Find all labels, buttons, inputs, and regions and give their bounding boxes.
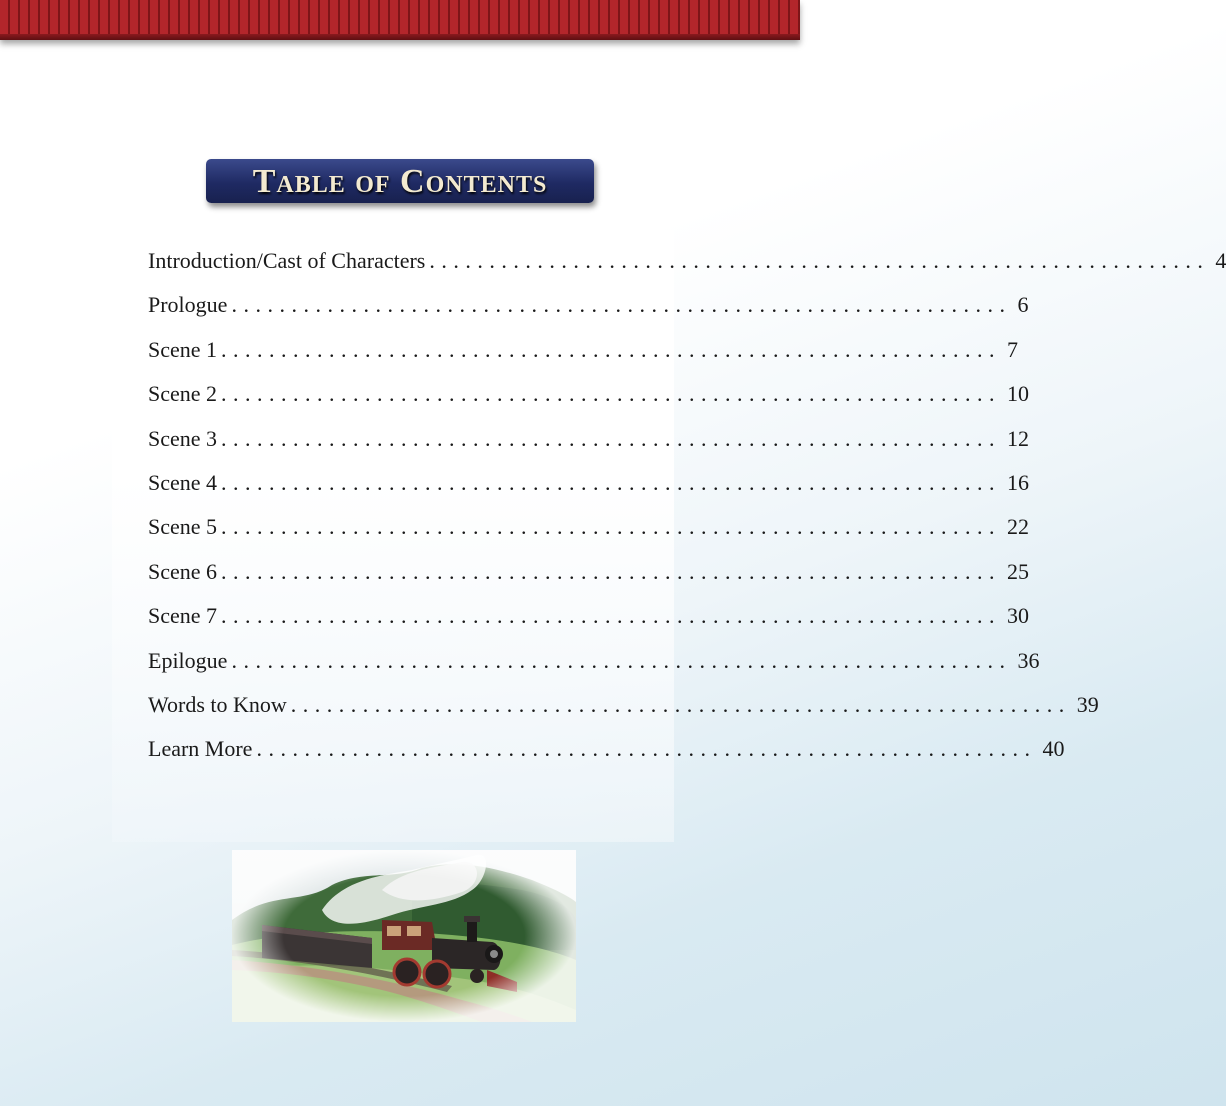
dot-leader: ................................................................. [221, 425, 1002, 451]
toc-entry-page: 6 [1017, 292, 1029, 318]
toc-entry[interactable] [148, 647, 1040, 692]
title-banner [206, 159, 594, 203]
toc-entry-label: Epilogue [148, 647, 228, 673]
toc-entry[interactable] [148, 469, 1030, 514]
toc-entry[interactable] [148, 603, 1030, 647]
dot-leader: ................................................................. [231, 647, 1012, 673]
toc-entry-page: 16 [1007, 469, 1030, 495]
toc-entry-page: 10 [1007, 381, 1030, 407]
toc-entry[interactable] [148, 425, 1030, 470]
toc-entry-label: Scene 1 [148, 336, 218, 362]
toc-entry-label: Scene 4 [148, 469, 218, 495]
toc-entry-page: 40 [1042, 736, 1065, 762]
toc-entry-page: 30 [1007, 603, 1030, 629]
dot-leader: ................................................................. [221, 603, 1002, 629]
toc-entry-label: Scene 7 [148, 603, 218, 629]
dot-leader: ................................................................. [256, 736, 1037, 762]
dot-leader: ................................................................. [221, 514, 1002, 540]
toc-entry-label: Prologue [148, 292, 228, 318]
toc-entry-page: 36 [1017, 647, 1040, 673]
toc-entry-label: Words to Know [148, 691, 287, 717]
toc-entry[interactable] [148, 514, 1030, 558]
contents-list [148, 248, 1226, 781]
toc-entry[interactable] [148, 736, 1065, 780]
toc-entry-page: 7 [1007, 336, 1019, 362]
toc-entry-label: Scene 3 [148, 425, 218, 451]
toc-entry-page: 25 [1007, 558, 1030, 584]
toc-entry-label: Introduction/Cast of Characters [148, 248, 426, 273]
steam-locomotive-illustration [232, 850, 576, 1022]
toc-entry[interactable] [148, 691, 1099, 736]
toc-entry-label: Scene 5 [148, 514, 218, 540]
toc-entry-page: 12 [1007, 425, 1030, 451]
toc-entry[interactable] [148, 381, 1030, 425]
toc-entry-page: 4 [1215, 248, 1226, 273]
toc-entry[interactable] [148, 292, 1029, 336]
toc-entry[interactable] [148, 248, 1226, 292]
dot-leader: ................................................................. [221, 336, 1002, 362]
toc-entry-page: 39 [1076, 691, 1099, 717]
toc-entry-page: 22 [1007, 514, 1030, 540]
toc-entry[interactable] [148, 336, 1019, 381]
page-title: Table of Contents [252, 163, 548, 200]
toc-entry-label: Learn More [148, 736, 253, 762]
dot-leader: ................................................................. [231, 292, 1012, 318]
dot-leader: ................................................................. [429, 248, 1210, 273]
dot-leader: ................................................................. [290, 691, 1071, 717]
toc-entry-label: Scene 6 [148, 558, 218, 584]
toc-entry[interactable] [148, 558, 1030, 603]
dot-leader: ................................................................. [221, 381, 1002, 407]
dot-leader: ................................................................. [221, 558, 1002, 584]
decorative-top-band [0, 0, 800, 40]
toc-entry-label: Scene 2 [148, 381, 218, 407]
dot-leader: ................................................................. [221, 469, 1002, 495]
